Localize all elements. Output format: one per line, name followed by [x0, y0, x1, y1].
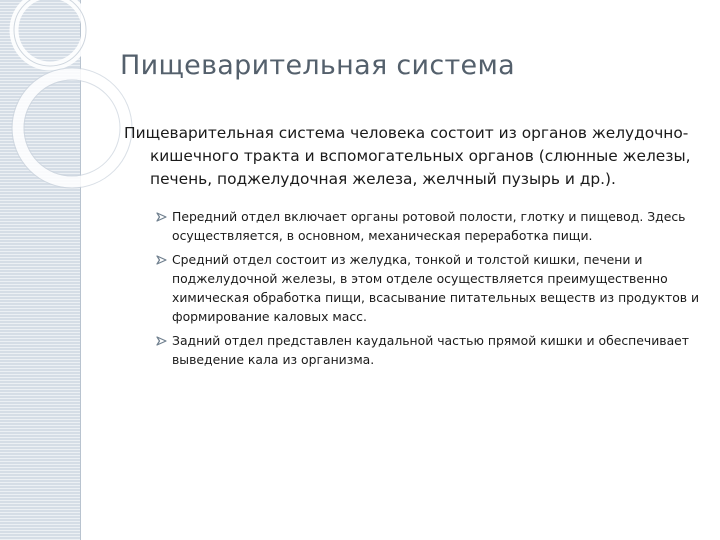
- slide-title: Пищеварительная система: [120, 50, 515, 81]
- bullet-text: Средний отдел состоит из желудка, тонкой и толстой кишки, печени и поджелудочной железы, в этом отделе осуществляется преимущественно химическая обработка пищи, всасывание питательных веществ из продуктов и формирование каловых масс.: [172, 252, 700, 324]
- list-item: [156, 207, 704, 245]
- arrow-bullet-icon: [156, 255, 167, 265]
- list-item: [156, 250, 704, 326]
- arrow-bullet-icon: [156, 336, 167, 346]
- bullet-text: Передний отдел включает органы ротовой полости, глотку и пищевод. Здесь осуществляется, в основном, механическая переработка пищи.: [172, 209, 686, 243]
- arrow-bullet-icon: [156, 212, 167, 222]
- slide-content: [124, 122, 704, 374]
- bullet-list: [156, 207, 704, 369]
- intro-paragraph: Пищеварительная система человека состоит из органов желудочно-кишечного тракта и вспомогательных органов (слюнные железы, печень, поджелудочная железа, желчный пузырь и др.).: [124, 124, 691, 188]
- bullet-text: Задний отдел представлен каудальной частью прямой кишки и обеспечивает выведение кала из организма.: [172, 333, 690, 367]
- list-item: [156, 331, 704, 369]
